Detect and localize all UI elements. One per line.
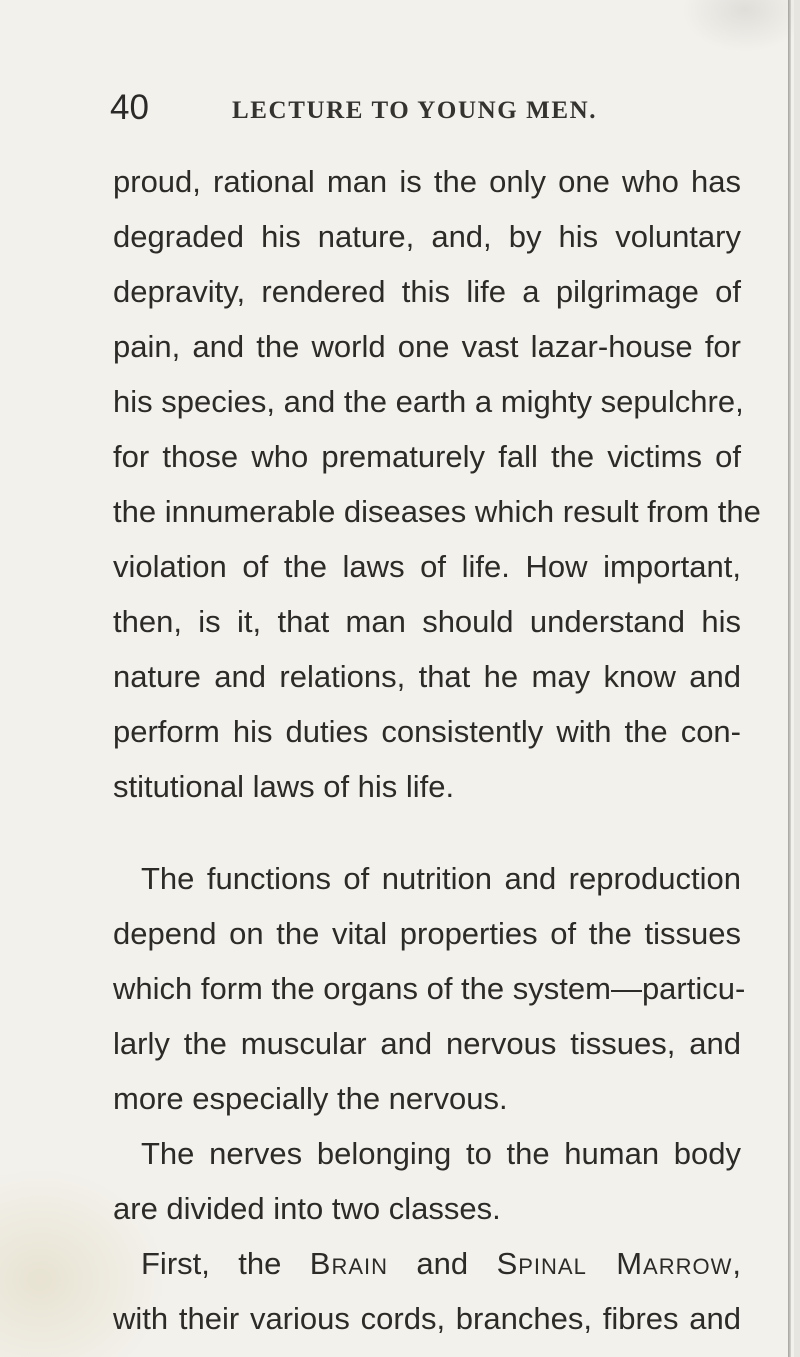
text-line: which form the organs of the system—particu-: [113, 971, 746, 1006]
first-class-and: and: [388, 1246, 497, 1281]
page-edge: [794, 0, 800, 1357]
text-line: for those who prematurely fall the victims of: [113, 439, 741, 474]
text-line: with their various cords, branches, fibres and: [113, 1301, 741, 1336]
page-edge-shadow: [788, 0, 791, 1357]
text-line: are divided into two classes.: [113, 1191, 501, 1226]
spinal-marrow-term: Spinal Marrow: [496, 1246, 733, 1281]
text-line: perform his duties consistently with the con-: [113, 714, 741, 749]
page-number: 40: [110, 88, 149, 127]
text-line: more especially the nervous.: [113, 1081, 508, 1116]
running-head: LECTURE TO YOUNG MEN.: [232, 97, 598, 124]
text-line: depravity, rendered this life a pilgrimage of: [113, 274, 741, 309]
text-line: stitutional laws of his life.: [113, 769, 455, 804]
text-line: degraded his nature, and, by his voluntary: [113, 219, 741, 254]
page-header: [110, 82, 750, 138]
text-line: nature and relations, that he may know and: [113, 659, 741, 694]
text-line: his species, and the earth a mighty sepulchre,: [113, 384, 744, 419]
text-line: then, is it, that man should understand his: [113, 604, 741, 639]
first-class-line: [141, 1244, 741, 1284]
first-class-prefix: First, the: [141, 1246, 310, 1281]
text-line: violation of the laws of life. How important,: [113, 549, 741, 584]
text-line: pain, and the world one vast lazar-house for: [113, 329, 741, 364]
brain-term: Brain: [309, 1246, 389, 1281]
text-line: larly the muscular and nervous tissues, and: [113, 1026, 741, 1061]
text-line: depend on the vital properties of the tissues: [113, 916, 741, 951]
paragraph-start-line: The functions of nutrition and reproduction: [141, 861, 741, 896]
first-class-suffix: ,: [732, 1246, 741, 1281]
text-line: proud, rational man is the only one who has: [113, 164, 741, 199]
paragraph-start-line: The nerves belonging to the human body: [141, 1136, 741, 1171]
text-line: the innumerable diseases which result from the: [113, 494, 761, 529]
